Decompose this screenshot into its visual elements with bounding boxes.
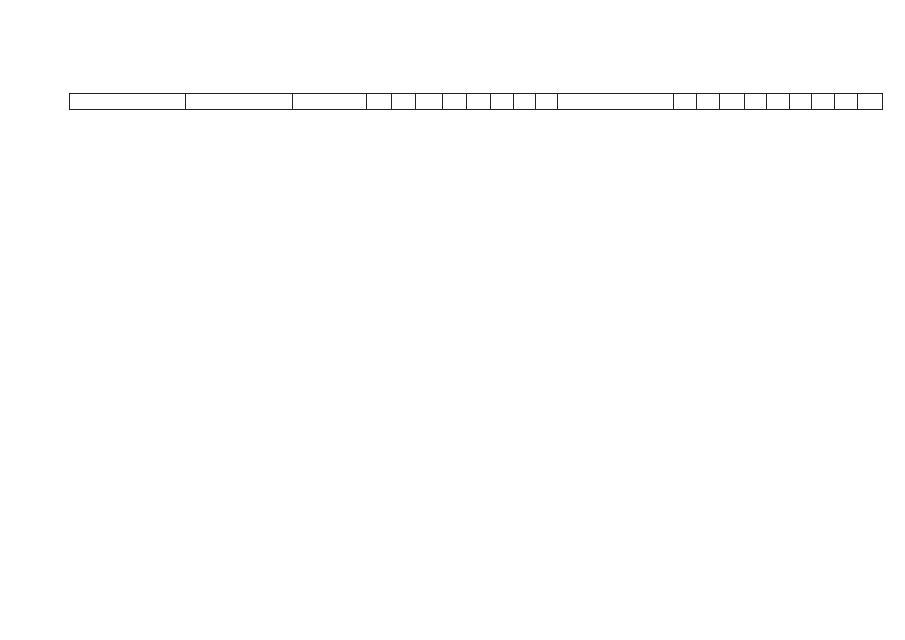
header-cell bbox=[391, 94, 415, 110]
header-cell bbox=[367, 94, 391, 110]
header-cell bbox=[834, 94, 857, 110]
header-cell bbox=[466, 94, 490, 110]
header-cell bbox=[70, 94, 186, 110]
header-cell bbox=[536, 94, 558, 110]
header-cell bbox=[673, 94, 696, 110]
header-cell bbox=[293, 94, 367, 110]
header-row bbox=[70, 94, 883, 110]
table-body bbox=[70, 94, 883, 110]
header-cell bbox=[767, 94, 790, 110]
header-cell bbox=[812, 94, 834, 110]
header-cell bbox=[696, 94, 719, 110]
header-cell bbox=[790, 94, 812, 110]
header-cell bbox=[558, 94, 674, 110]
header-cell bbox=[415, 94, 442, 110]
header-cell bbox=[442, 94, 466, 110]
header-cell bbox=[185, 94, 293, 110]
header-cell bbox=[514, 94, 536, 110]
header-cell bbox=[491, 94, 514, 110]
header-cell bbox=[857, 94, 882, 110]
header-cell bbox=[745, 94, 767, 110]
program-table bbox=[69, 93, 883, 110]
header-cell bbox=[720, 94, 745, 110]
